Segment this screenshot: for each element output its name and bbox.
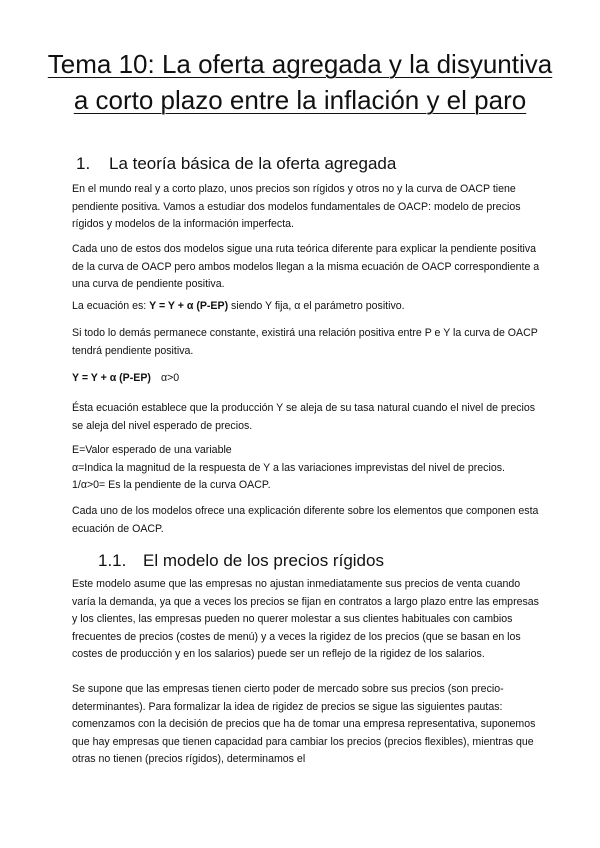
title-line-2: a corto plazo entre la inflación y el paro xyxy=(73,85,527,115)
equation-intro-after: siendo Y fija, α el parámetro positivo. xyxy=(228,300,405,312)
equation-intro-text: La ecuación es: xyxy=(72,300,150,312)
page-title xyxy=(20,46,580,118)
section-1-1-number: 1.1. xyxy=(98,551,127,570)
paragraph-6: Este modelo asume que las empresas no ajustan inmediatamente sus precios de venta cuando varía la demanda, ya que a veces los precios se fijan en contratos a largo plazo entre las empresas y los clientes, las empresas pueden no querer molestar a sus clientes habituales con cambios frecuentes de precios (costes de menú) y a veces la rigidez de los precios (que se basan en los costes de producción y en los salarios) puede ser un reflejo de la rigidez de los salarios. xyxy=(72,578,539,661)
section-1-heading xyxy=(76,153,396,175)
definition-alpha: α=Indica la magnitud de la respuesta de Y a las variaciones imprevistas del nivel de precios. xyxy=(72,461,505,474)
definitions-block xyxy=(72,442,542,495)
inline-equation: Y = Y + α (P-EP) xyxy=(149,300,229,312)
section-1-1-title: El modelo de los precios rígidos xyxy=(143,551,384,570)
title-line-1: Tema 10: La oferta agregada y la disyuntiva xyxy=(47,49,553,79)
section-1-title: La teoría básica de la oferta agregada xyxy=(109,154,397,173)
equation-line xyxy=(72,370,542,388)
paragraph-2: Cada uno de estos dos modelos sigue una ruta teórica diferente para explicar la pendiente positiva de la curva de OACP pero ambos modelos llegan a la misma ecuación de OACP correspondiente a una curva de pendiente positiva. xyxy=(72,243,540,291)
equation-condition: α>0 xyxy=(160,372,180,384)
paragraph-3: Si todo lo demás permanece constante, existirá una relación positiva entre P e Y la curva de OACP tendrá pendiente positiva. xyxy=(72,327,538,357)
paragraph-5: Cada uno de los modelos ofrece una explicación diferente sobre los elementos que componen esta ecuación de OACP. xyxy=(72,505,539,535)
section-1-1-heading xyxy=(98,550,384,572)
paragraph-1: En el mundo real y a corto plazo, unos precios son rígidos y otros no y la curva de OACP tiene pendiente positiva. Vamos a estudiar dos modelos fundamentales de OACP: modelo de precios rígidos y modelos de la información imperfecta. xyxy=(72,183,521,231)
definition-slope: 1/α>0= Es la pendiente de la curva OACP. xyxy=(72,479,271,492)
definition-expected-value: E=Valor esperado de una variable xyxy=(72,444,232,456)
paragraph-4: Ésta ecuación establece que la producción Y se aleja de su tasa natural cuando el nivel de precios se aleja del nivel esperado de precios. xyxy=(72,402,536,432)
paragraph-7: Se supone que las empresas tienen cierto poder de mercado sobre sus precios (son precio-determinantes). Para formalizar la idea de rigidez de precios se sigue las siguientes pautas: comenzamos con la decisión de precios que ha de tomar una empresa representativa, suponemos que hay empresas que tienen capacidad para cambiar los precios (precios flexibles), mientras que otras no tienen (precios rígidos), determinamos el xyxy=(72,683,536,766)
section-1-number: 1. xyxy=(76,154,91,173)
equation: Y = Y + α (P-EP) xyxy=(72,372,151,384)
paragraph-equation-intro xyxy=(72,298,542,316)
